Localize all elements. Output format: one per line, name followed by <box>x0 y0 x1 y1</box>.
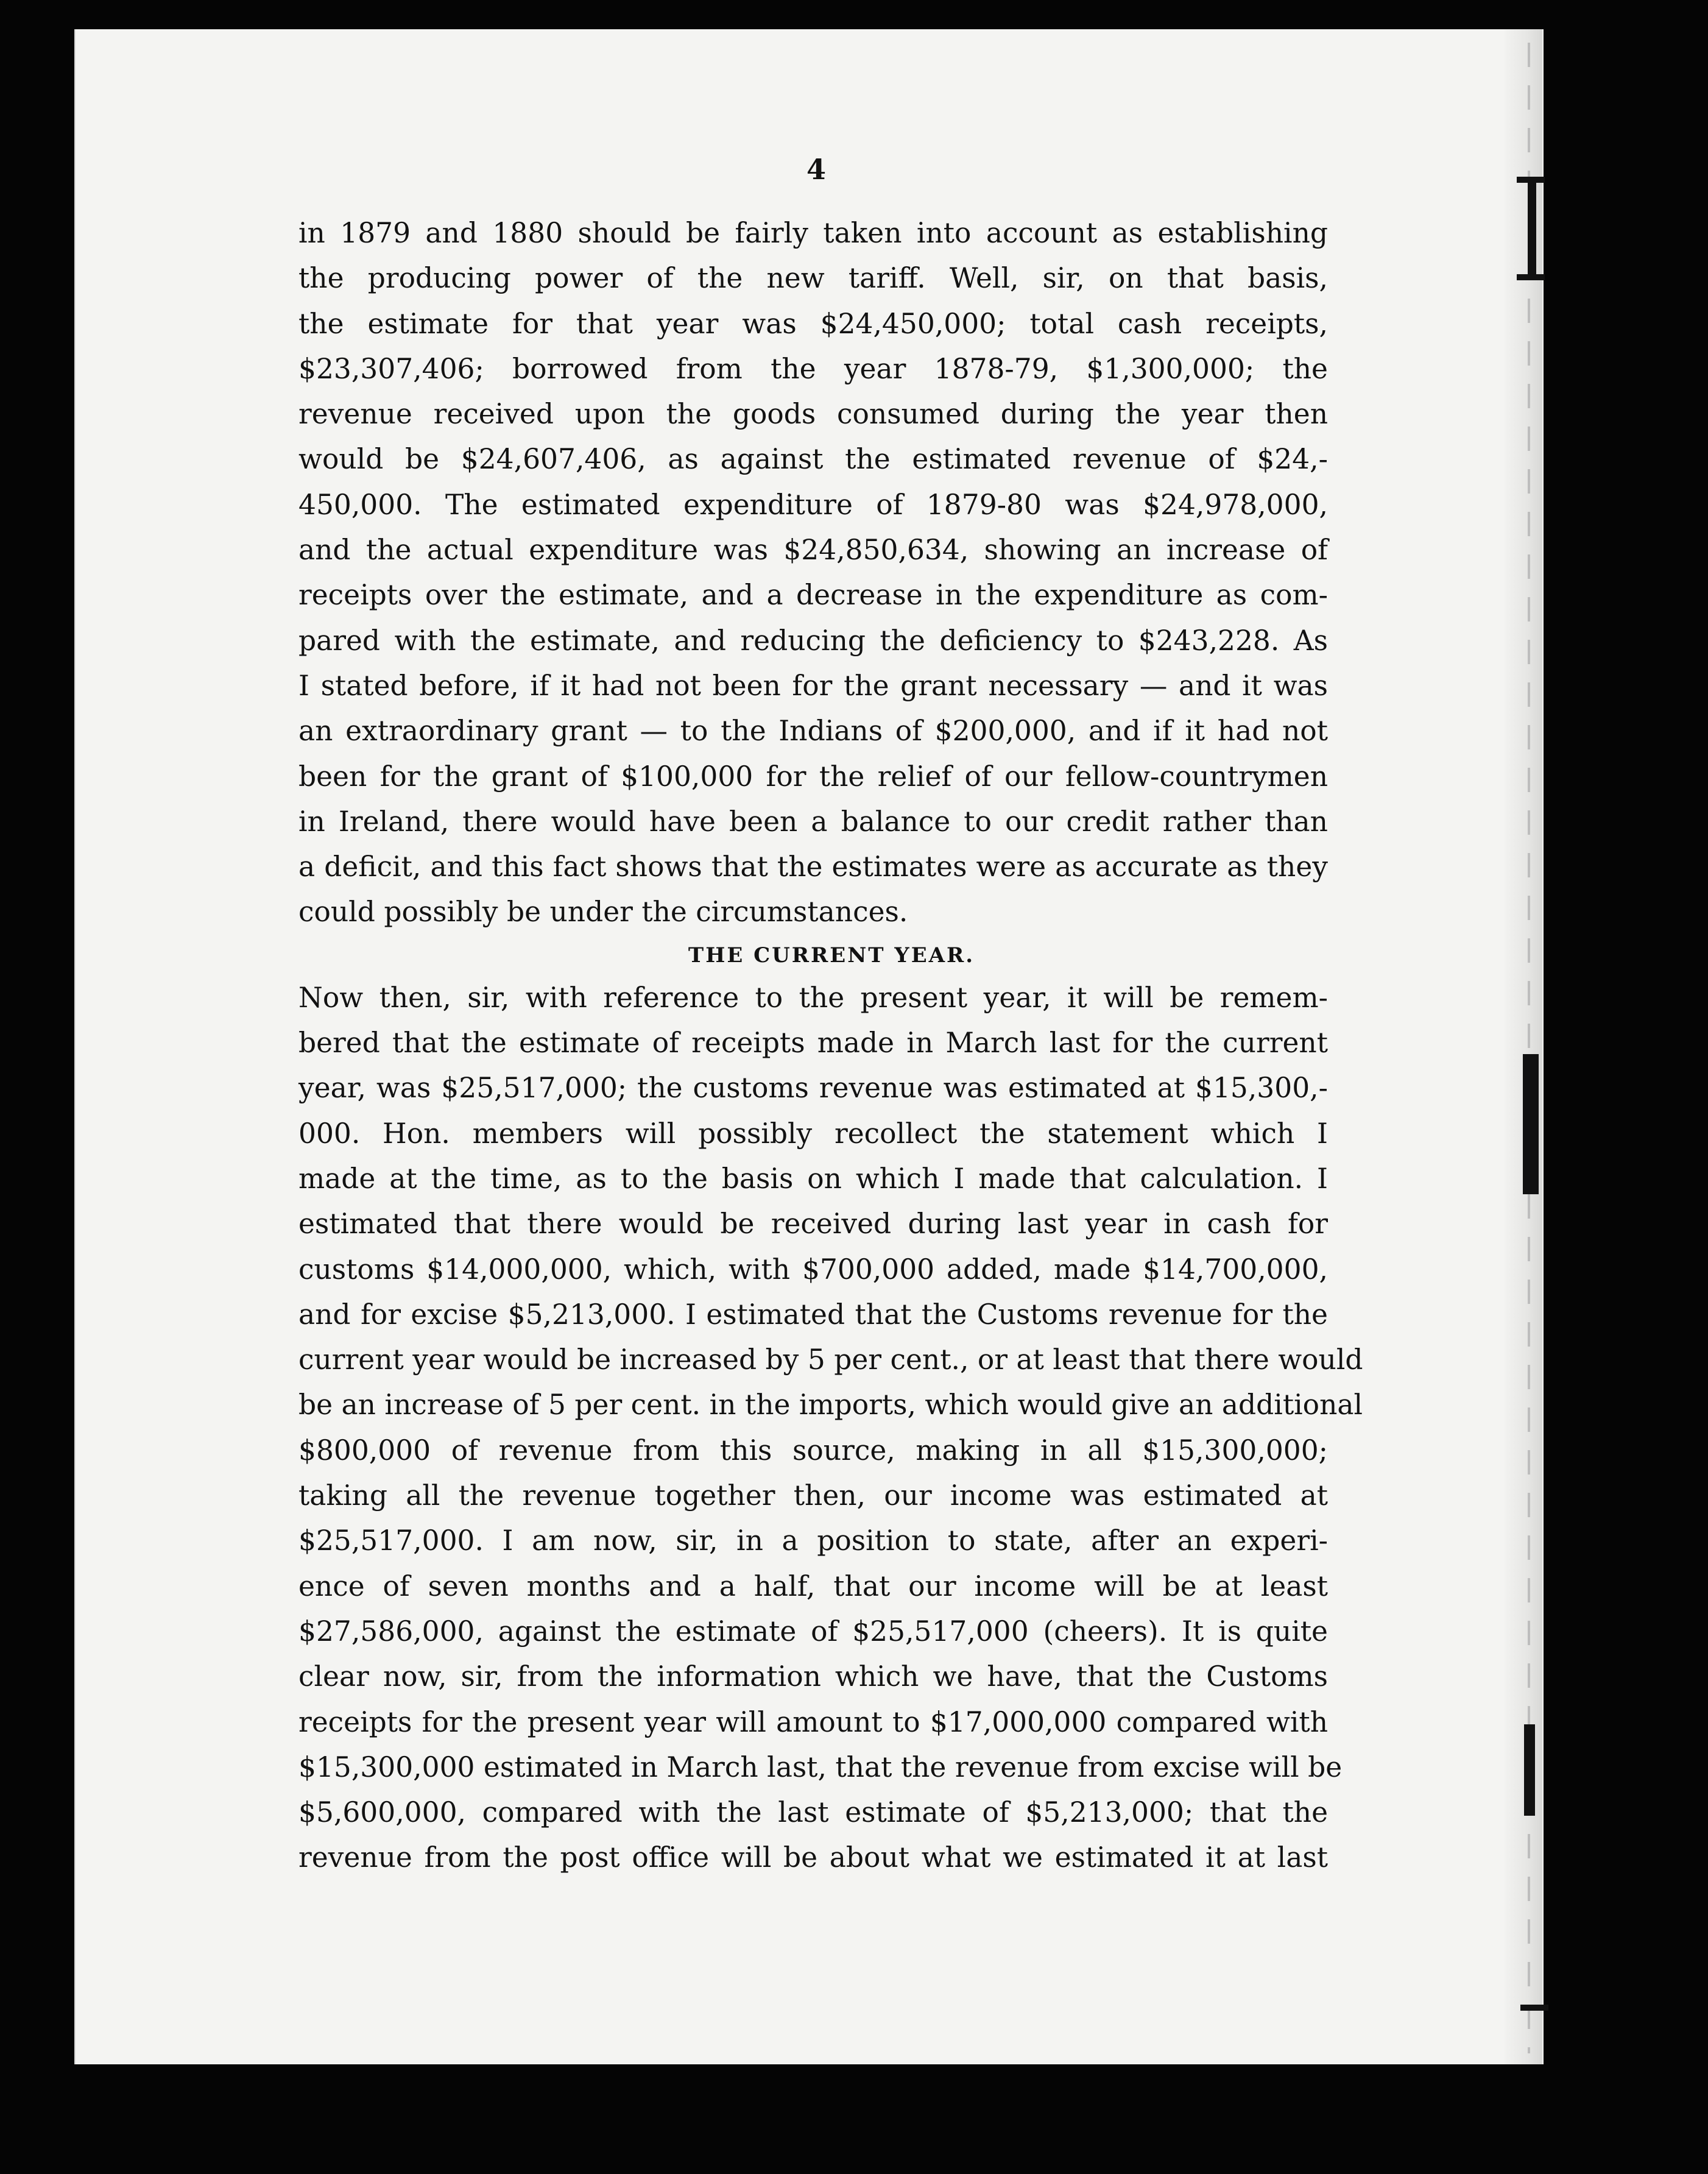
text-line: clear now, sir, from the information which we have, that the Customs <box>298 1660 1328 1693</box>
text-line: 000. Hon. members will possibly recollect the statement which I <box>298 1117 1328 1150</box>
text-line: pared with the estimate, and reducing the deficiency to $243,228. As <box>298 624 1328 657</box>
text-line: estimated that there would be received during last year in cash for <box>298 1208 1328 1241</box>
paragraph-one <box>298 211 1328 935</box>
binding-cap-upper <box>1517 274 1545 280</box>
text-line: revenue received upon the goods consumed during the year then <box>298 398 1328 431</box>
binding-cap-top <box>1517 177 1545 183</box>
text-line: be an increase of 5 per cent. in the imports, which would give an additional <box>298 1389 1363 1422</box>
section-heading: THE CURRENT YEAR. <box>688 943 975 968</box>
text-line: $25,517,000. I am now, sir, in a position to state, after an experi- <box>298 1524 1328 1557</box>
text-line: Now then, sir, with reference to the present year, it will be remem- <box>298 981 1328 1014</box>
text-line: I stated before, if it had not been for the grant necessary — and it was <box>298 669 1328 702</box>
text-line: and the actual expenditure was $24,850,634, showing an increase of <box>298 534 1328 567</box>
text-line: in Ireland, there would have been a balance to our credit rather than <box>298 805 1328 838</box>
text-line: receipts over the estimate, and a decrease in the expenditure as com- <box>298 579 1328 612</box>
text-line: bered that the estimate of receipts made in March last for the current <box>298 1027 1328 1060</box>
page-number: 4 <box>806 153 826 186</box>
binding-clip-middle <box>1523 1054 1539 1194</box>
text-line: $23,307,406; borrowed from the year 1878-79, $1,300,000; the <box>298 352 1328 385</box>
text-line: $5,600,000, compared with the last estimate of $5,213,000; that the <box>298 1796 1328 1829</box>
binding-clip-top <box>1528 177 1536 280</box>
text-line: revenue from the post office will be about what we estimated it at last <box>298 1841 1328 1874</box>
text-line: $15,300,000 estimated in March last, that the revenue from excise will be <box>298 1751 1343 1783</box>
text-line: receipts for the present year will amount to $17,000,000 compared with <box>298 1705 1328 1738</box>
text-line: could possibly be under the circumstances. <box>298 896 908 929</box>
text-line: been for the grant of $100,000 for the relief of our fellow-countrymen <box>298 760 1328 793</box>
text-line: 450,000. The estimated expenditure of 1879-80 was $24,978,000, <box>298 488 1328 521</box>
paragraph-two <box>298 975 1363 1881</box>
binding-cap-bottom <box>1520 2005 1548 2011</box>
text-line: $27,586,000, against the estimate of $25,517,000 (cheers). It is quite <box>298 1615 1328 1648</box>
text-line: the estimate for that year was $24,450,000; total cash receipts, <box>298 307 1328 340</box>
text-line: a deficit, and this fact shows that the estimates were as accurate as they <box>298 851 1328 883</box>
page-text <box>298 151 1363 1881</box>
text-line: year, was $25,517,000; the customs revenue was estimated at $15,300,- <box>298 1072 1328 1105</box>
text-line: made at the time, as to the basis on which I made that calculation. I <box>298 1162 1328 1195</box>
text-line: and for excise $5,213,000. I estimated that the Customs revenue for the <box>298 1298 1328 1331</box>
text-line: the producing power of the new tariff. Well, sir, on that basis, <box>298 262 1328 295</box>
text-line: $800,000 of revenue from this source, making in all $15,300,000; <box>298 1434 1328 1467</box>
text-line: would be $24,607,406, as against the estimated revenue of $24,- <box>298 443 1328 476</box>
text-line: in 1879 and 1880 should be fairly taken into account as establishing <box>298 217 1328 249</box>
text-line: an extraordinary grant — to the Indians of $200,000, and if it had not <box>298 715 1328 748</box>
text-line: current year would be increased by 5 per cent., or at least that there would <box>298 1344 1363 1376</box>
text-line: ence of seven months and a half, that our income will be at least <box>298 1570 1328 1602</box>
text-line: taking all the revenue together then, our income was estimated at <box>298 1479 1328 1512</box>
page-fold <box>1505 29 1542 2064</box>
binding-clip-bottom <box>1524 1724 1535 1816</box>
text-line: customs $14,000,000, which, with $700,000 added, made $14,700,000, <box>298 1253 1328 1286</box>
